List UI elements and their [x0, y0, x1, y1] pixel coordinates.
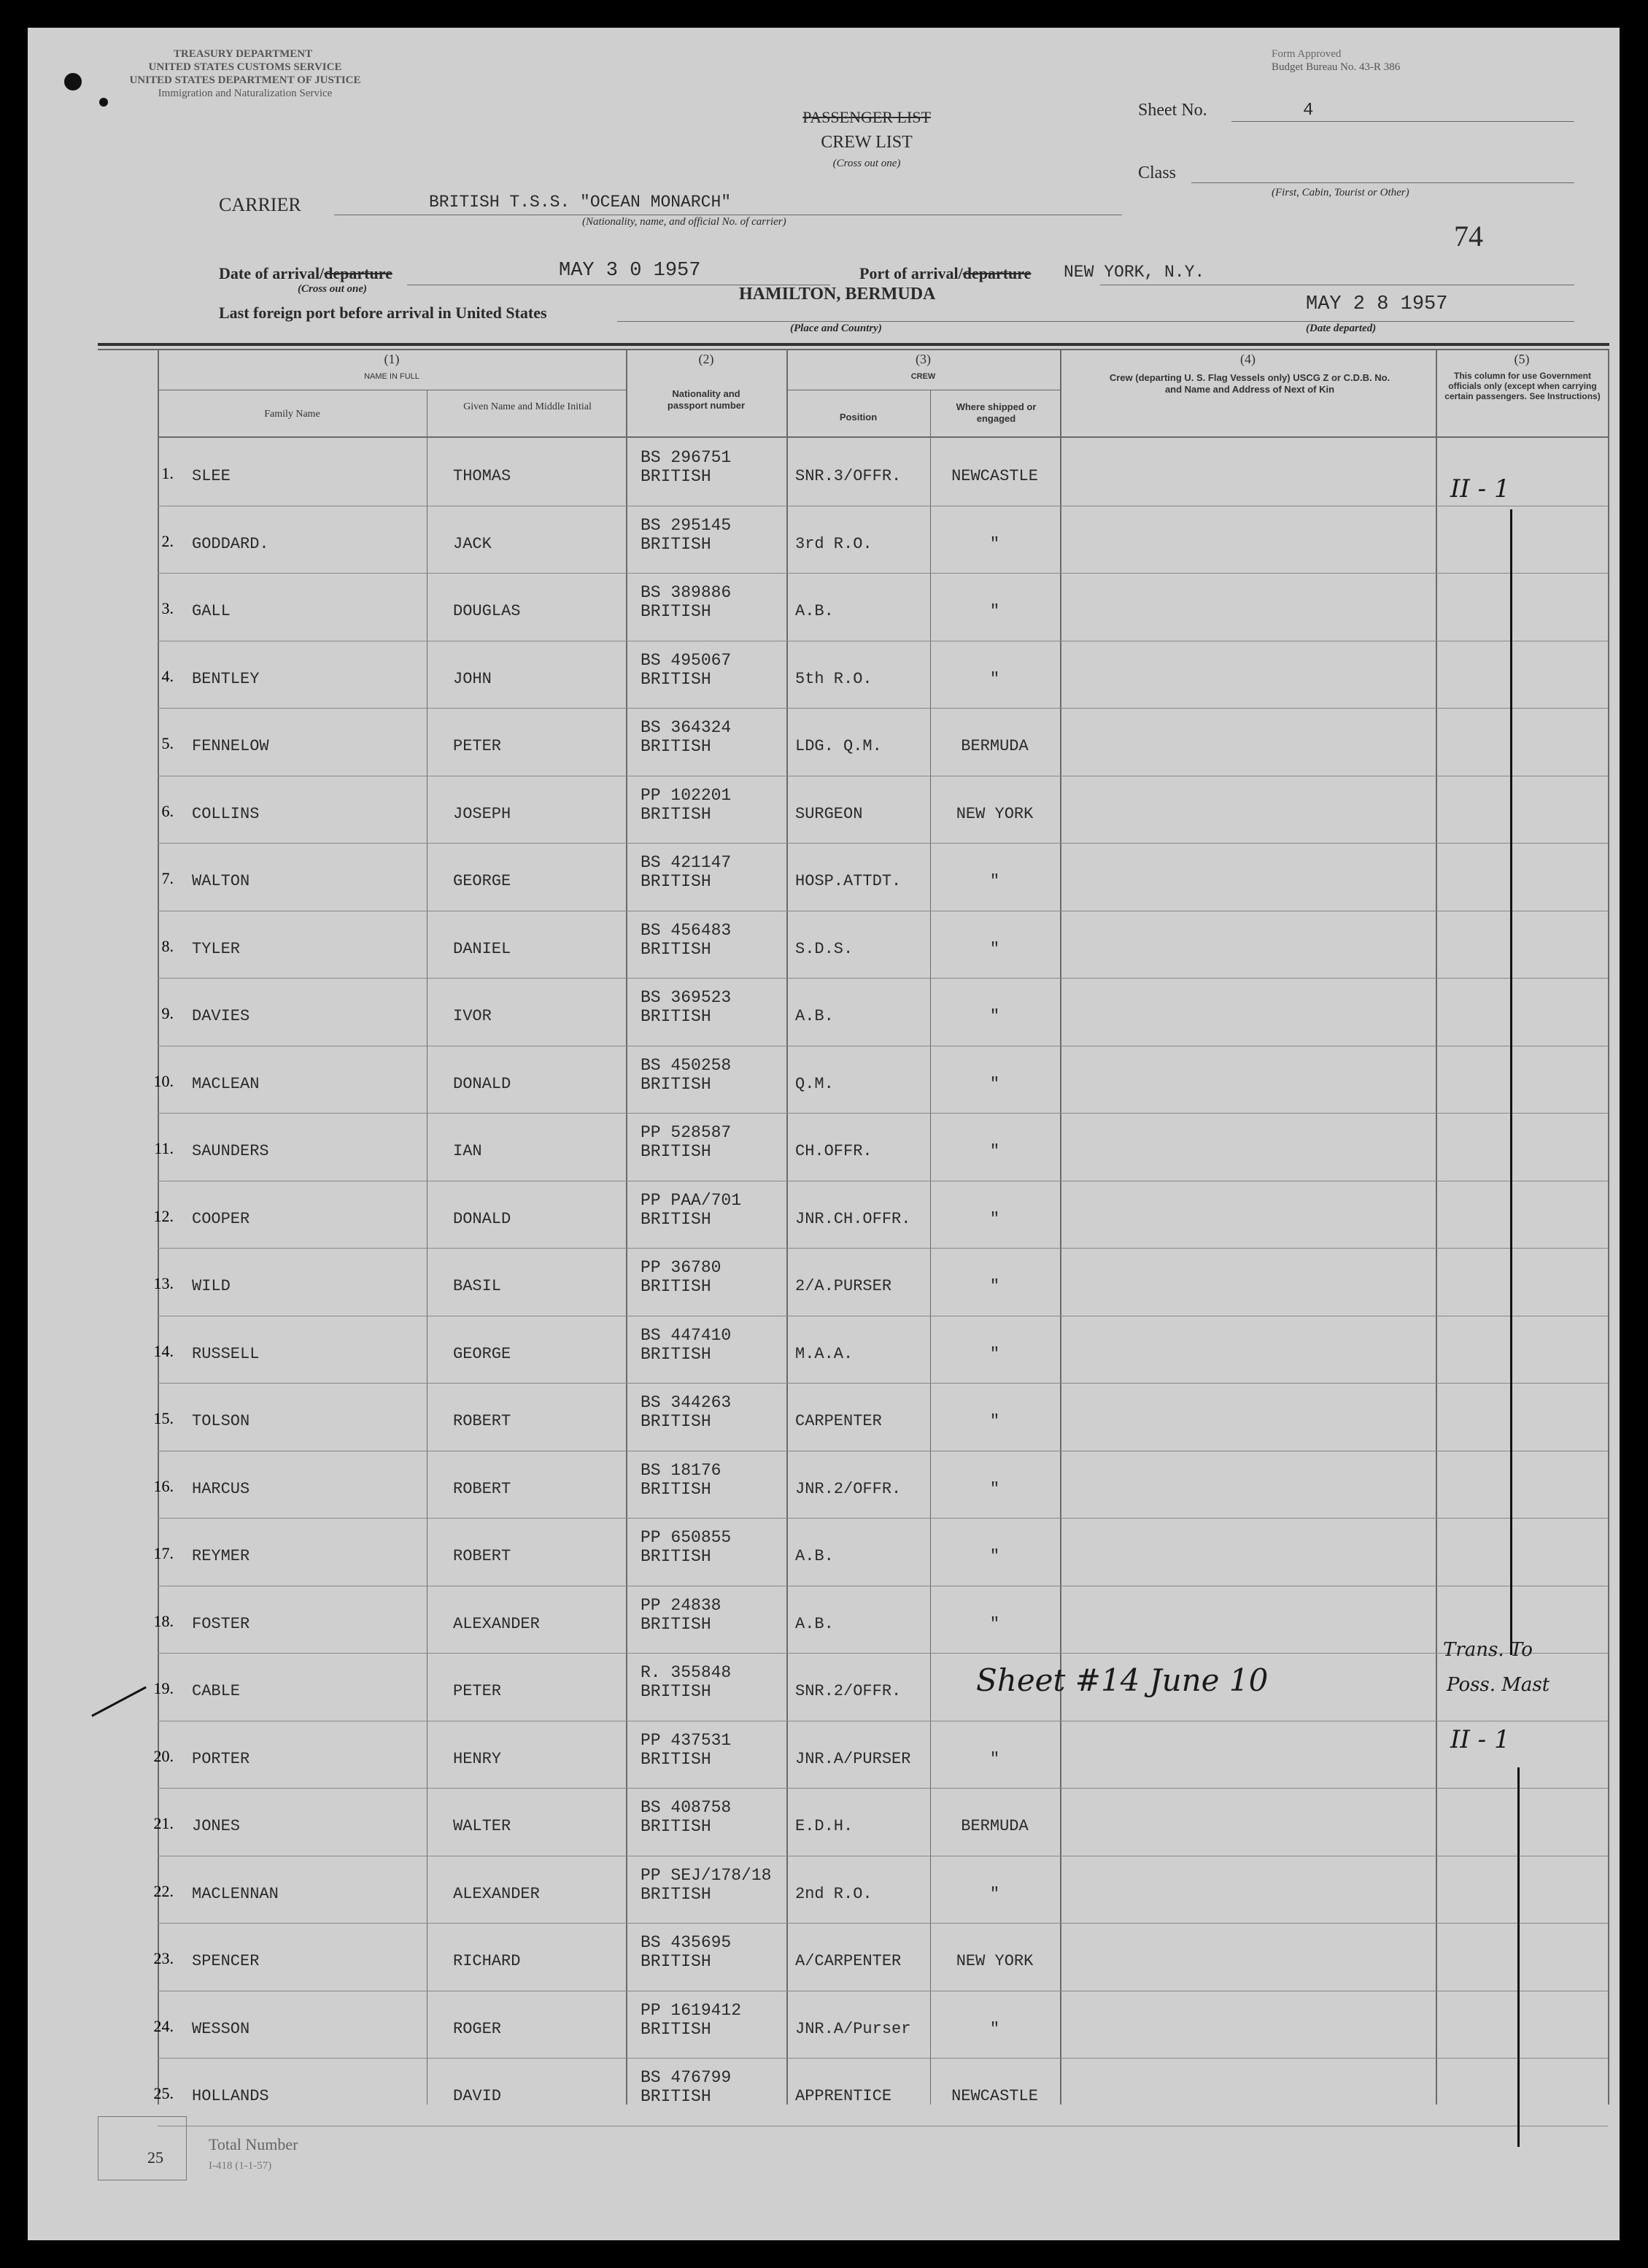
col4-title-text: Crew (departing U. S. Flag Vessels only) USCG Z or C.D.B. No. and Name and Address of Next of Kin — [1109, 372, 1390, 395]
row-12-n: 12. — [153, 1206, 174, 1225]
row-23-n: 23. — [153, 1949, 174, 1967]
row-11-given: IAN — [453, 1142, 482, 1160]
row-16-nationality: BRITISH — [641, 1479, 711, 1499]
col2-num: (2) — [698, 352, 714, 366]
row-20-passport: PP 437531 — [641, 1730, 732, 1750]
row-23-position: A/CARPENTER — [795, 1952, 902, 1970]
row-20-nationality: BRITISH — [641, 1749, 711, 1769]
date-arrival-hint: (Cross out one) — [298, 283, 368, 295]
col1b-title — [436, 401, 619, 413]
row-18-position: A.B. — [795, 1614, 834, 1633]
row-11-shipped: " — [989, 1142, 1000, 1160]
bracket-line-top — [1510, 509, 1512, 1655]
row-21-shipped: BERMUDA — [961, 1817, 1029, 1835]
row-16-passport: BS 18176 — [641, 1460, 722, 1480]
last-port-underline — [617, 321, 1121, 322]
dept-line-1: TREASURY DEPARTMENT — [173, 48, 313, 60]
row-13-position: 2/A.PURSER — [795, 1277, 892, 1295]
row-21-given: WALTER — [453, 1817, 511, 1835]
row-14-shipped: " — [989, 1344, 1000, 1363]
row-10-n: 10. — [153, 1071, 174, 1090]
row-20-given: HENRY — [453, 1749, 502, 1768]
col3b-title — [940, 401, 1053, 425]
row-10-position: Q.M. — [795, 1074, 834, 1093]
last-port-label: Last foreign port before arrival in United States — [219, 304, 547, 322]
last-port-value: HAMILTON, BERMUDA — [739, 285, 936, 304]
row-8-given: DANIEL — [453, 939, 511, 958]
row-7-family: WALTON — [192, 872, 250, 890]
col5-title — [1440, 371, 1605, 401]
dept-line-4: Immigration and Naturalization Service — [158, 88, 333, 99]
row-25-nationality: BRITISH — [641, 2087, 711, 2106]
row-11-family: SAUNDERS — [192, 1142, 269, 1160]
row-22-nationality: BRITISH — [641, 1884, 711, 1904]
row-22-given: ALEXANDER — [453, 1884, 540, 1903]
carrier-label: CARRIER — [219, 194, 301, 215]
row-15-position: CARPENTER — [795, 1412, 882, 1430]
col3b-title-text: Where shipped or engaged — [956, 401, 1037, 424]
mark-top: II - 1 — [1450, 474, 1510, 504]
row-12-shipped: " — [989, 1209, 1000, 1228]
row-23-passport: BS 435695 — [641, 1933, 732, 1952]
col1-num: (1) — [384, 352, 400, 366]
row-14-family: RUSSELL — [192, 1344, 260, 1363]
trans-line-1: Trans. To — [1443, 1639, 1533, 1661]
row-24-shipped: " — [989, 2019, 1000, 2038]
class-label: Class — [1138, 163, 1177, 182]
port-arrival-label — [859, 264, 1031, 283]
row-19-family: CABLE — [192, 1682, 241, 1700]
row-19-given: PETER — [453, 1682, 502, 1700]
row-21-position: E.D.H. — [795, 1817, 854, 1835]
row-16-given: ROBERT — [453, 1479, 511, 1498]
row-20-position: JNR.A/PURSER — [795, 1749, 911, 1768]
punch-hole-small — [99, 98, 108, 107]
row-14-given: GEORGE — [453, 1344, 511, 1363]
dept-line-2: UNITED STATES CUSTOMS SERVICE — [148, 61, 342, 73]
row-11-passport: PP 528587 — [641, 1123, 732, 1142]
row-17-shipped: " — [989, 1547, 1000, 1565]
total-label: Total Number — [209, 2135, 298, 2153]
row-22-shipped: " — [989, 1884, 1000, 1903]
row-16-family: HARCUS — [192, 1479, 250, 1498]
class-hint: (First, Cabin, Tourist or Other) — [1272, 187, 1409, 198]
row-2-given: JACK — [453, 534, 492, 553]
col-line-g — [1436, 349, 1437, 2105]
row-7-given: GEORGE — [453, 872, 511, 890]
row-19-n: 19. — [153, 1679, 174, 1697]
date-departed-value: MAY 2 8 1957 — [1306, 293, 1448, 315]
sheet-no-value: 4 — [1303, 101, 1314, 120]
row-14-nationality: BRITISH — [641, 1344, 711, 1364]
crew-list-title: CREW LIST — [821, 133, 913, 152]
row-6-given: JOSEPH — [453, 804, 511, 823]
date-arrival-value: MAY 3 0 1957 — [559, 260, 701, 282]
row-6-shipped: NEW YORK — [956, 804, 1034, 823]
row-18-family: FOSTER — [192, 1614, 250, 1633]
row-4-given: JOHN — [453, 669, 492, 688]
row-5-n: 5. — [161, 734, 174, 752]
row-8-family: TYLER — [192, 939, 241, 958]
row-16-shipped: " — [989, 1479, 1000, 1498]
row-18-passport: PP 24838 — [641, 1595, 722, 1615]
row-24-given: ROGER — [453, 2019, 502, 2038]
stamp-number: 74 — [1454, 220, 1483, 252]
col-line-f — [1060, 349, 1061, 2105]
col3a-title: Position — [839, 412, 878, 423]
row-6-n: 6. — [161, 801, 174, 820]
row-2-n: 2. — [161, 531, 174, 550]
port-arrival-value: NEW YORK, N.Y. — [1064, 263, 1205, 282]
sheet-no-underline — [1231, 121, 1574, 122]
row-2-family: GODDARD. — [192, 534, 269, 553]
row-1-family: SLEE — [192, 467, 231, 485]
row-2-nationality: BRITISH — [641, 534, 711, 554]
place-hint: (Place and Country) — [790, 323, 882, 334]
row-23-family: SPENCER — [192, 1952, 260, 1970]
row-12-family: COOPER — [192, 1209, 250, 1228]
row-13-family: WILD — [192, 1277, 231, 1295]
row-5-nationality: BRITISH — [641, 737, 711, 756]
table-top-rule-2 — [98, 349, 1609, 350]
row-22-family: MACLENNAN — [192, 1884, 279, 1903]
row19-note: Sheet #14 June 10 — [976, 1662, 1269, 1698]
row-20-n: 20. — [153, 1746, 174, 1765]
row-20-family: PORTER — [192, 1749, 250, 1768]
row-4-position: 5th R.O. — [795, 669, 873, 688]
row-8-position: S.D.S. — [795, 939, 854, 958]
row-24-nationality: BRITISH — [641, 2019, 711, 2039]
table-row — [158, 843, 1608, 844]
row-10-nationality: BRITISH — [641, 1074, 711, 1094]
col-line-a — [158, 349, 159, 2105]
row-17-passport: PP 650855 — [641, 1528, 732, 1547]
col-line-h — [1608, 349, 1609, 2105]
row-13-passport: PP 36780 — [641, 1258, 722, 1277]
row-13-shipped: " — [989, 1277, 1000, 1295]
row-17-position: A.B. — [795, 1547, 834, 1565]
row-15-shipped: " — [989, 1412, 1000, 1430]
punch-hole-top — [64, 73, 82, 90]
table-row — [158, 2058, 1608, 2059]
row-1-position: SNR.3/OFFR. — [795, 467, 902, 485]
row-9-shipped: " — [989, 1007, 1000, 1025]
col-line-c — [626, 349, 627, 2105]
col4-num: (4) — [1240, 352, 1256, 366]
row-3-position: A.B. — [795, 602, 834, 620]
row-4-family: BENTLEY — [192, 669, 260, 688]
row-13-given: BASIL — [453, 1277, 502, 1295]
row-9-given: IVOR — [453, 1007, 492, 1025]
row-4-shipped: " — [989, 669, 1000, 688]
cross-out-hint: (Cross out one) — [832, 158, 901, 169]
row-13-nationality: BRITISH — [641, 1277, 711, 1296]
col5-num: (5) — [1514, 352, 1530, 366]
col4-title — [1107, 372, 1392, 396]
row-2-passport: BS 295145 — [641, 515, 732, 535]
total-count: 25 — [147, 2148, 163, 2167]
row-6-family: COLLINS — [192, 804, 260, 823]
row-17-family: REYMER — [192, 1547, 250, 1565]
row-25-given: DAVID — [453, 2087, 502, 2105]
row-5-family: FENNELOW — [192, 737, 269, 755]
row19-tick — [91, 1686, 147, 1717]
port-arrival-label-text: Port of arrival/ — [859, 264, 963, 282]
class-underline — [1191, 182, 1574, 183]
row-9-nationality: BRITISH — [641, 1007, 711, 1026]
row-10-shipped: " — [989, 1074, 1000, 1093]
date-arrival-label-text: Date of arrival/ — [219, 264, 325, 282]
row-8-shipped: " — [989, 939, 1000, 958]
row-22-n: 22. — [153, 1881, 174, 1900]
table-row — [158, 1653, 1608, 1654]
row-12-passport: PP PAA/701 — [641, 1190, 742, 1210]
row-23-shipped: NEW YORK — [956, 1952, 1034, 1970]
table-row — [158, 1113, 1608, 1114]
row-9-passport: BS 369523 — [641, 988, 732, 1007]
row-3-given: DOUGLAS — [453, 602, 521, 620]
row-2-shipped: " — [989, 534, 1000, 553]
row-7-n: 7. — [161, 869, 174, 887]
table-row — [158, 1248, 1608, 1249]
row-19-position: SNR.2/OFFR. — [795, 1682, 902, 1700]
sheet-no-label: Sheet No. — [1138, 101, 1207, 120]
row-17-given: ROBERT — [453, 1547, 511, 1565]
row-5-position: LDG. Q.M. — [795, 737, 882, 755]
row-24-passport: PP 1619412 — [641, 2000, 742, 2020]
row-23-nationality: BRITISH — [641, 1952, 711, 1971]
row-3-n: 3. — [161, 599, 174, 617]
row-24-family: WESSON — [192, 2019, 250, 2038]
row-1-given: THOMAS — [453, 467, 511, 485]
row-4-nationality: BRITISH — [641, 669, 711, 689]
passenger-list-struck: PASSENGER LIST — [802, 108, 931, 126]
row-1-n: 1. — [161, 464, 174, 482]
date-departed-underline — [1096, 321, 1574, 322]
date-arrival-struck: departure — [324, 264, 392, 282]
row-25-passport: BS 476799 — [641, 2068, 732, 2087]
row-19-passport: R. 355848 — [641, 1663, 732, 1682]
budget-bureau: Budget Bureau No. 43-R 386 — [1272, 61, 1401, 73]
row-14-position: M.A.A. — [795, 1344, 854, 1363]
row-14-passport: BS 447410 — [641, 1325, 732, 1345]
row-7-passport: BS 421147 — [641, 853, 732, 872]
row-21-family: JONES — [192, 1817, 241, 1835]
row-1-passport: BS 296751 — [641, 448, 732, 467]
table-row — [158, 1518, 1608, 1519]
row-16-n: 16. — [153, 1476, 174, 1495]
col2-title-text: Nationality and passport number — [667, 388, 746, 411]
row-9-family: DAVIES — [192, 1007, 250, 1025]
crew-list-sheet — [28, 28, 1620, 2240]
row-25-position: APPRENTICE — [795, 2087, 892, 2105]
row-6-nationality: BRITISH — [641, 804, 711, 824]
row-15-family: TOLSON — [192, 1412, 250, 1430]
row-12-given: DONALD — [453, 1209, 511, 1228]
row-9-n: 9. — [161, 1004, 174, 1022]
row-21-passport: BS 408758 — [641, 1798, 732, 1817]
row-22-passport: PP SEJ/178/18 — [641, 1865, 772, 1885]
row-7-shipped: " — [989, 872, 1000, 890]
row-20-shipped: " — [989, 1749, 1000, 1768]
row-8-n: 8. — [161, 936, 174, 955]
table-row — [158, 978, 1608, 979]
header-bottom-rule — [158, 436, 1608, 438]
row-1-shipped: NEWCASTLE — [951, 467, 1038, 485]
row-5-passport: BS 364324 — [641, 718, 732, 737]
row-10-passport: BS 450258 — [641, 1055, 732, 1075]
table-row — [158, 1923, 1608, 1924]
col2-title — [655, 388, 757, 412]
row-21-nationality: BRITISH — [641, 1817, 711, 1836]
row-4-passport: BS 495067 — [641, 650, 732, 670]
port-arrival-struck: departure — [962, 264, 1032, 282]
row-18-n: 18. — [153, 1611, 174, 1630]
row-10-given: DONALD — [453, 1074, 511, 1093]
col3-num: (3) — [916, 352, 931, 366]
row-4-n: 4. — [161, 666, 174, 685]
row-3-nationality: BRITISH — [641, 602, 711, 621]
date-departed-hint: (Date departed) — [1306, 323, 1377, 334]
row-25-shipped: NEWCASTLE — [951, 2087, 1038, 2105]
row-12-position: JNR.CH.OFFR. — [795, 1209, 911, 1228]
col-line-d — [786, 349, 788, 2105]
row-15-nationality: BRITISH — [641, 1412, 711, 1431]
row-8-nationality: BRITISH — [641, 939, 711, 959]
row-5-given: PETER — [453, 737, 502, 755]
row-24-n: 24. — [153, 2016, 174, 2035]
col5-title-text: This column for use Government officials only (except when carrying certain passengers. See Instructions) — [1444, 371, 1601, 401]
table-top-rule — [98, 343, 1609, 346]
row-14-n: 14. — [153, 1341, 174, 1360]
row-16-position: JNR.2/OFFR. — [795, 1479, 902, 1498]
row-17-nationality: BRITISH — [641, 1547, 711, 1566]
row-6-position: SURGEON — [795, 804, 863, 823]
row-18-shipped: " — [989, 1614, 1000, 1633]
row-15-passport: BS 344263 — [641, 1393, 732, 1412]
row-21-n: 21. — [153, 1814, 174, 1832]
table-row — [158, 708, 1608, 709]
row-8-passport: BS 456483 — [641, 920, 732, 940]
col1b-title-text: Given Name and Middle Initial — [463, 401, 592, 412]
row-9-position: A.B. — [795, 1007, 834, 1025]
row-24-position: JNR.A/Purser — [795, 2019, 911, 2038]
row-25-n: 25. — [153, 2084, 174, 2102]
row-5-shipped: BERMUDA — [961, 737, 1029, 755]
row-18-nationality: BRITISH — [641, 1614, 711, 1634]
row-13-n: 13. — [153, 1274, 174, 1292]
row-25-family: HOLLANDS — [192, 2087, 269, 2105]
row-22-position: 2nd R.O. — [795, 1884, 873, 1903]
col1-title: NAME IN FULL — [364, 372, 419, 381]
mark-bottom: II - 1 — [1450, 1725, 1510, 1754]
row-10-family: MACLEAN — [192, 1074, 260, 1093]
row-3-passport: BS 389886 — [641, 583, 732, 602]
row-2-position: 3rd R.O. — [795, 534, 873, 553]
col3-title: CREW — [910, 372, 936, 381]
row-15-n: 15. — [153, 1409, 174, 1427]
carrier-value: BRITISH T.S.S. "OCEAN MONARCH" — [429, 193, 732, 212]
row-3-shipped: " — [989, 602, 1000, 620]
carrier-hint: (Nationality, name, and official No. of carrier) — [582, 216, 786, 228]
form-code: I-418 (1-1-57) — [209, 2160, 272, 2172]
table-row — [158, 1383, 1608, 1384]
table-row — [158, 1788, 1608, 1789]
row-15-given: ROBERT — [453, 1412, 511, 1430]
row-11-nationality: BRITISH — [641, 1142, 711, 1161]
row-1-nationality: BRITISH — [641, 467, 711, 486]
row-7-position: HOSP.ATTDT. — [795, 872, 902, 890]
row-18-given: ALEXANDER — [453, 1614, 540, 1633]
total-box — [98, 2116, 187, 2180]
date-arrival-label — [219, 264, 392, 283]
row-6-passport: PP 102201 — [641, 785, 732, 805]
row-11-n: 11. — [154, 1139, 174, 1157]
table-row — [158, 573, 1608, 574]
row-7-nationality: BRITISH — [641, 872, 711, 891]
row-11-position: CH.OFFR. — [795, 1142, 873, 1160]
form-approved: Form Approved — [1272, 48, 1342, 60]
trans-line-2: Poss. Mast — [1447, 1674, 1550, 1696]
row-12-nationality: BRITISH — [641, 1209, 711, 1229]
row-17-n: 17. — [153, 1544, 174, 1562]
row-3-family: GALL — [192, 602, 231, 620]
bracket-line-bottom — [1517, 1767, 1520, 2147]
row-23-given: RICHARD — [453, 1952, 521, 1970]
col1a-title: Family Name — [264, 409, 320, 420]
row-19-nationality: BRITISH — [641, 1682, 711, 1701]
dept-line-3: UNITED STATES DEPARTMENT OF JUSTICE — [129, 74, 361, 86]
